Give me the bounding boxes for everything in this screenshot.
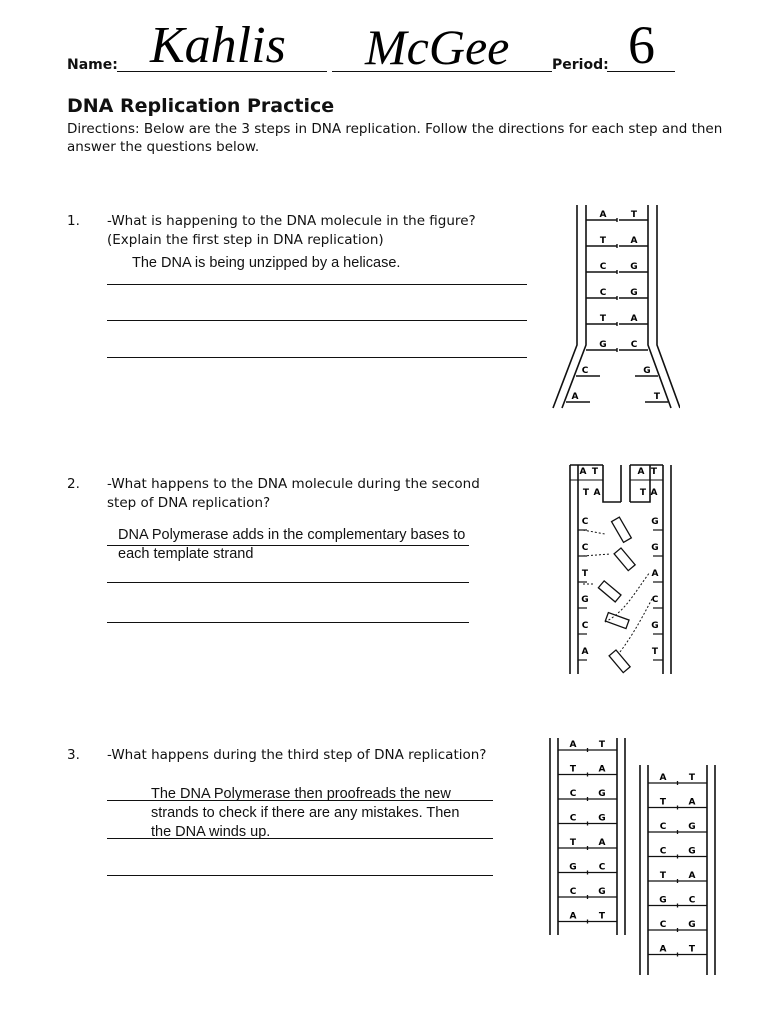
f3-ladder-b-base-left: T <box>659 871 667 881</box>
f2-left-base: A <box>581 647 589 657</box>
f3-ladder-a-rung <box>558 895 617 899</box>
q3-answer-line-1 <box>107 800 493 801</box>
f1-base-left: A <box>599 210 607 220</box>
f3-ladder-a-rung <box>558 748 617 752</box>
f3-ladder-b-rung <box>648 928 707 932</box>
page-title: DNA Replication Practice <box>67 95 335 117</box>
f3-ladder-b-base-left: A <box>659 773 667 783</box>
q1-number: 1. <box>67 213 80 229</box>
f3-ladder-b-base-right: G <box>688 822 696 832</box>
q1-prompt-line1: -What is happening to the DNA molecule in the figure? <box>107 213 476 229</box>
q2-answer-line-1 <box>107 545 469 546</box>
f3-ladder-a-base-left: C <box>569 887 577 897</box>
f2-top-right-t: T <box>650 467 658 477</box>
q2-answer-line1: DNA Polymerase adds in the complementary bases to <box>118 527 466 543</box>
name-label: Name: <box>67 57 118 73</box>
q3-answer-line-3 <box>107 875 493 876</box>
f2-row2-left-a: A <box>593 488 601 498</box>
q2-answer-line-2 <box>107 582 469 583</box>
f1-base-right: G <box>630 288 638 298</box>
f3-ladder-b-base-right: A <box>688 871 696 881</box>
f1-base-right: A <box>630 236 638 246</box>
f1-rung <box>586 270 648 274</box>
f2-right-base: G <box>651 621 659 631</box>
f3-ladder-a-base-left: T <box>569 838 577 848</box>
f1-base-left: C <box>599 288 607 298</box>
f3-ladder-b-base-left: C <box>659 920 667 930</box>
q1-answer: The DNA is being unzipped by a helicase. <box>132 255 401 271</box>
q1-answer-line-3 <box>107 357 527 358</box>
f3-ladder-a-base-right: G <box>598 789 606 799</box>
f2-right-base: C <box>651 595 659 605</box>
q2-answer-line-3 <box>107 622 469 623</box>
f1-rung <box>586 218 648 222</box>
f3-ladder-b-rung <box>648 830 707 834</box>
f3-ladder-a-base-left: T <box>569 764 577 775</box>
f3-ladder-b-base-left: T <box>659 797 667 808</box>
f3-ladder-a-base-right: T <box>598 740 606 750</box>
q3-answer-line3: the DNA winds up. <box>151 824 271 840</box>
f3-ladder-a-base-left: C <box>569 789 577 799</box>
f1-base-left: T <box>599 314 607 324</box>
f1-base-right: T <box>630 210 638 220</box>
f3-ladder-a-base-left: C <box>569 813 577 824</box>
f1-base-right: C <box>630 340 638 350</box>
q3-answer-line2: strands to check if there are any mistakes. Then <box>151 805 460 821</box>
f3-ladder-b-rung <box>648 953 707 957</box>
f1-rung <box>586 296 648 300</box>
period-handwriting: 6 <box>628 15 655 75</box>
last-name-handwriting: McGee <box>365 19 510 75</box>
f3-ladder-b-base-right: T <box>688 773 696 783</box>
q2-prompt-line2: step of DNA replication? <box>107 495 271 511</box>
f1-base-left: C <box>581 366 589 376</box>
q3-answer-line1: The DNA Polymerase then proofreads the new <box>151 786 451 802</box>
f3-ladder-a-base-right: G <box>598 887 606 897</box>
figure-1-unzipping-dna <box>545 200 680 415</box>
f3-ladder-b-base-right: C <box>688 895 696 906</box>
q1-prompt-line2: (Explain the first step in DNA replication) <box>107 232 384 248</box>
f1-base-right: A <box>630 314 638 324</box>
f1-rung <box>586 244 648 248</box>
f3-ladder-a-rung <box>558 797 617 801</box>
q3-answer-line-2 <box>107 838 493 839</box>
directions-text: Directions: Below are the 3 steps in DNA replication. Follow the directions for each step and then answer the questions below. <box>67 121 723 155</box>
f1-base-right: T <box>653 392 661 402</box>
f3-ladder-b-base-right: T <box>688 944 696 955</box>
f3-ladder-a-base-right: A <box>598 838 606 848</box>
f3-ladder-b-rung <box>648 806 707 810</box>
f3-ladder-a-base-left: G <box>569 862 577 873</box>
q3-prompt-line1: -What happens during the third step of DNA replication? <box>107 747 487 763</box>
f3-ladder-a-base-right: G <box>598 813 606 824</box>
f1-base-right: G <box>630 262 638 272</box>
f2-top-right-a: A <box>637 467 645 477</box>
f3-ladder-a-rung <box>558 871 617 875</box>
figure-3-daughter-dna-ladders <box>545 735 720 980</box>
f3-ladder-a-rung <box>558 846 617 850</box>
f1-base-left: C <box>599 262 607 272</box>
f3-ladder-a-rung <box>558 822 617 826</box>
q2-answer-line2: each template strand <box>118 546 254 562</box>
f1-base-right: G <box>643 366 651 376</box>
f1-rung <box>586 348 648 352</box>
q3-number: 3. <box>67 747 80 763</box>
f2-left-base: C <box>581 621 589 631</box>
q1-answer-line-2 <box>107 320 527 321</box>
f3-ladder-a-base-left: A <box>569 911 577 922</box>
f3-ladder-a-base-right: C <box>598 862 606 873</box>
f3-ladder-b-base-left: G <box>659 895 667 906</box>
f3-ladder-b-base-left: C <box>659 846 667 857</box>
f2-right-base: G <box>651 517 659 527</box>
f3-ladder-b-base-right: A <box>688 797 696 808</box>
f1-base-left: G <box>599 340 607 350</box>
q2-number: 2. <box>67 476 80 492</box>
f3-ladder-b-base-right: G <box>688 846 696 857</box>
first-name-handwriting: Kahlis <box>150 17 286 74</box>
f2-row2-left-t: T <box>582 488 590 498</box>
f3-ladder-a-base-right: A <box>598 764 606 775</box>
f3-ladder-a-rung <box>558 773 617 777</box>
f3-ladder-a-rung <box>558 920 617 924</box>
f3-ladder-a-base-right: T <box>598 911 606 922</box>
f1-rung <box>586 322 648 326</box>
f2-right-base: G <box>651 543 659 553</box>
f2-left-base: C <box>581 543 589 553</box>
f3-ladder-b-base-left: A <box>659 944 667 955</box>
q2-prompt-line1: -What happens to the DNA molecule during the second <box>107 476 480 492</box>
f3-ladder-b-base-left: C <box>659 822 667 832</box>
f3-ladder-b-rung <box>648 904 707 908</box>
f2-row2-right-a: A <box>650 488 658 498</box>
f2-left-base: G <box>581 595 589 605</box>
f2-top-left-a: A <box>579 467 587 477</box>
f2-right-base: T <box>651 647 659 657</box>
figure-2-polymerase-adding-bases <box>565 462 677 677</box>
f2-right-base: A <box>651 569 659 579</box>
f2-row2-right-t: T <box>639 488 647 498</box>
q1-answer-line-1 <box>107 284 527 285</box>
f2-left-base: T <box>581 569 589 579</box>
period-label: Period: <box>552 57 609 73</box>
f3-ladder-a-base-left: A <box>569 740 577 750</box>
f3-ladder-b-rung <box>648 781 707 785</box>
f3-ladder-b-base-right: G <box>688 920 696 930</box>
f1-base-left: A <box>571 392 579 402</box>
f1-base-left: T <box>599 236 607 246</box>
f2-top-left-t: T <box>591 467 599 477</box>
f3-ladder-b-rung <box>648 879 707 883</box>
f3-ladder-b-rung <box>648 855 707 859</box>
f2-left-base: C <box>581 517 589 527</box>
